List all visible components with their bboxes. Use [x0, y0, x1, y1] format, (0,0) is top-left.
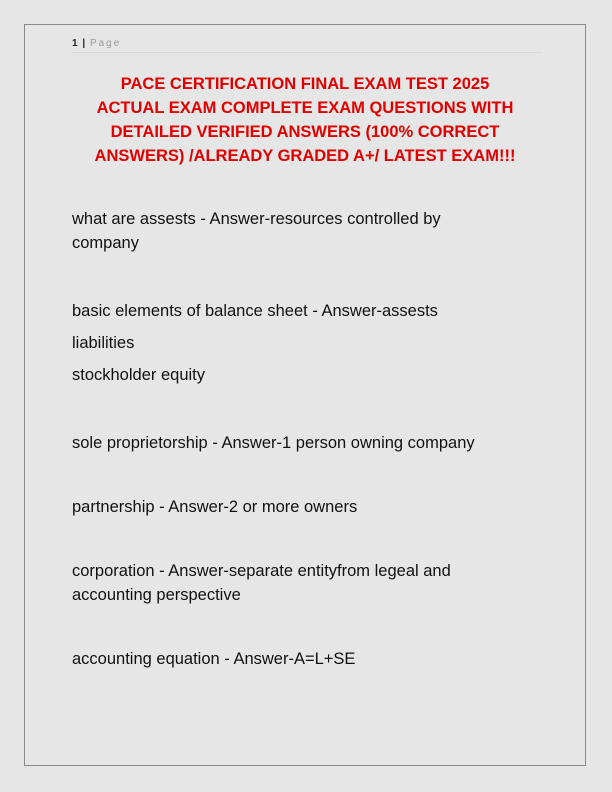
- title-line-2: ACTUAL EXAM COMPLETE EXAM QUESTIONS WITH: [96, 99, 514, 117]
- title-line-3: DETAILED VERIFIED ANSWERS (100% CORRECT: [110, 123, 500, 141]
- qa-text: corporation - Answer-separate entityfrom legeal and: [72, 562, 451, 580]
- qa-text: sole proprietorship - Answer-1 person owning company: [72, 434, 475, 452]
- page-number: 1: [72, 38, 78, 49]
- qa-text: liabilities: [72, 334, 135, 352]
- qa-text: what are assests - Answer-resources controlled by: [72, 210, 441, 228]
- qa-item-partnership: [72, 495, 542, 519]
- title-line-1: PACE CERTIFICATION FINAL EXAM TEST 2025: [120, 75, 490, 93]
- qa-text: company: [72, 234, 139, 252]
- page-separator: |: [82, 38, 86, 49]
- page-label: Page: [89, 38, 122, 49]
- page-header: [72, 36, 542, 53]
- qa-item-sole-proprietorship: [72, 431, 542, 455]
- qa-text: partnership - Answer-2 or more owners: [72, 498, 358, 516]
- qa-item-assets: [72, 207, 542, 255]
- qa-item-balance-sheet: [72, 295, 542, 391]
- qa-list: [72, 207, 542, 711]
- qa-text: accounting perspective: [72, 586, 241, 604]
- qa-item-corporation: [72, 559, 542, 607]
- qa-text: basic elements of balance sheet - Answer-assests: [72, 302, 438, 320]
- qa-text: stockholder equity: [72, 366, 205, 384]
- qa-item-accounting-equation: [72, 647, 542, 671]
- document-title: [65, 72, 545, 168]
- qa-text: accounting equation - Answer-A=L+SE: [72, 650, 356, 668]
- document-page: [24, 24, 586, 766]
- title-line-4: ANSWERS) /ALREADY GRADED A+/ LATEST EXAM!!!: [94, 147, 516, 165]
